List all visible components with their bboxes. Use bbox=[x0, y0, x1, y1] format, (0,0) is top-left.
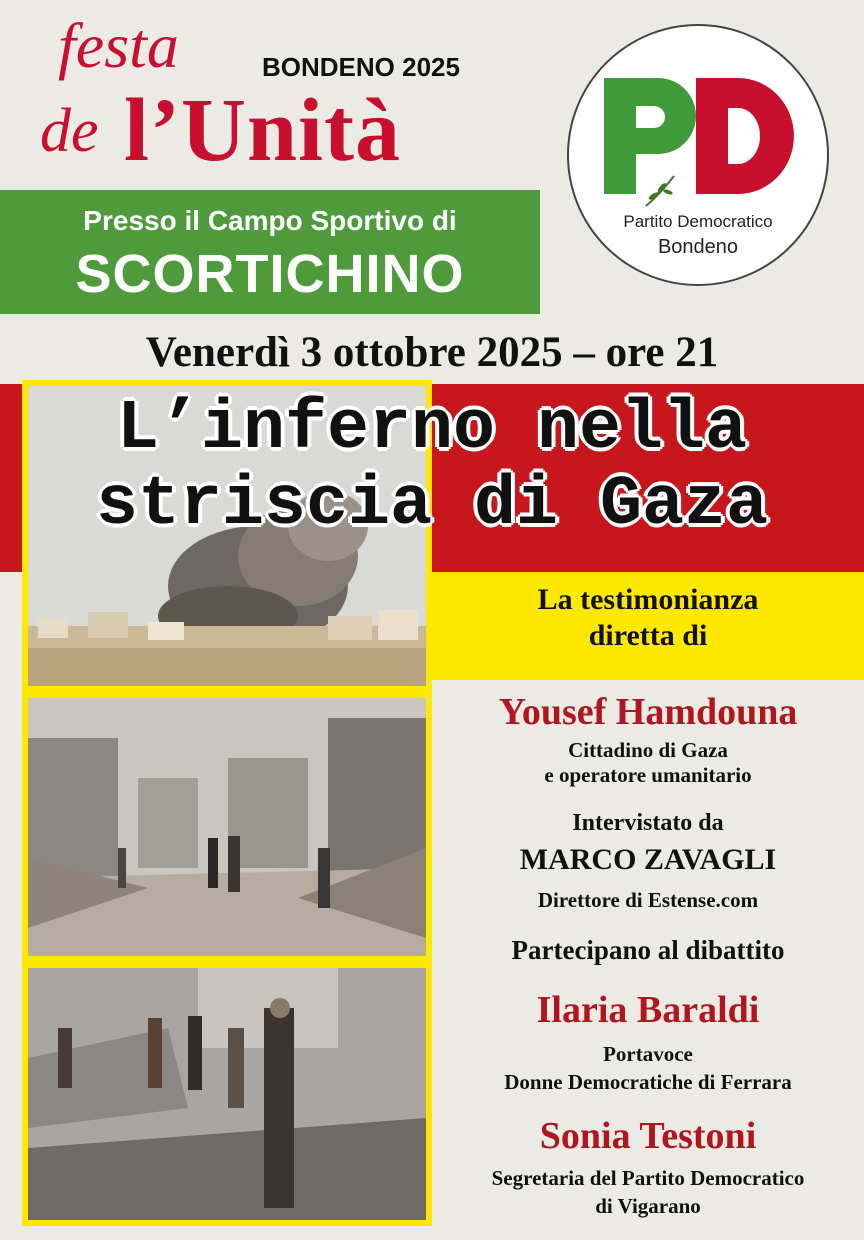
event-date: Venerdì 3 ottobre 2025 – ore 21 bbox=[145, 329, 719, 376]
event-title-line2: striscia di Gaza bbox=[95, 466, 769, 545]
interviewer-name: MARCO ZAVAGLI bbox=[519, 843, 777, 876]
de-word: de bbox=[40, 97, 99, 165]
photo-gaza-ruins-street bbox=[28, 698, 426, 956]
participant-2-role-line2: di Vigarano bbox=[595, 1194, 701, 1218]
participant-2-role-line1: Segretaria del Partito Democratico bbox=[491, 1166, 805, 1190]
location-intro: Presso il Campo Sportivo di bbox=[83, 205, 457, 236]
olive-branch-icon bbox=[640, 170, 680, 210]
photo-gaza-rubble bbox=[28, 968, 426, 1220]
intro-line2: diretta di bbox=[588, 619, 708, 652]
debate-label: Partecipano al dibattito bbox=[511, 935, 785, 965]
guest-role-line1: Cittadino di Gaza bbox=[568, 738, 728, 762]
pd-logo-d bbox=[688, 74, 796, 198]
participant-2-name: Sonia Testoni bbox=[539, 1115, 757, 1157]
pd-logo-party: Partito Democratico bbox=[623, 212, 773, 231]
guest-role-line2: e operatore umanitario bbox=[544, 763, 752, 787]
interview-label: Intervistato da bbox=[572, 810, 724, 836]
intro-line1: La testimonianza bbox=[537, 583, 759, 616]
interviewer-role: Direttore di Estense.com bbox=[537, 888, 759, 912]
edition-label: BONDENO 2025 bbox=[262, 52, 460, 82]
participant-1-name: Ilaria Baraldi bbox=[536, 989, 760, 1031]
event-title-line1: L’inferno nella bbox=[116, 390, 748, 469]
unita-word: l’Unità bbox=[124, 81, 401, 180]
event-title bbox=[0, 392, 864, 544]
participant-1-role-line2: Donne Democratiche di Ferrara bbox=[504, 1070, 792, 1094]
intro-text bbox=[432, 582, 864, 654]
participant-1-role-line1: Portavoce bbox=[603, 1042, 693, 1066]
pd-logo-city: Bondeno bbox=[657, 236, 739, 258]
guest-name: Yousef Hamdouna bbox=[498, 691, 798, 733]
festa-word: festa bbox=[58, 10, 179, 81]
location-name: SCORTICHINO bbox=[75, 244, 465, 304]
